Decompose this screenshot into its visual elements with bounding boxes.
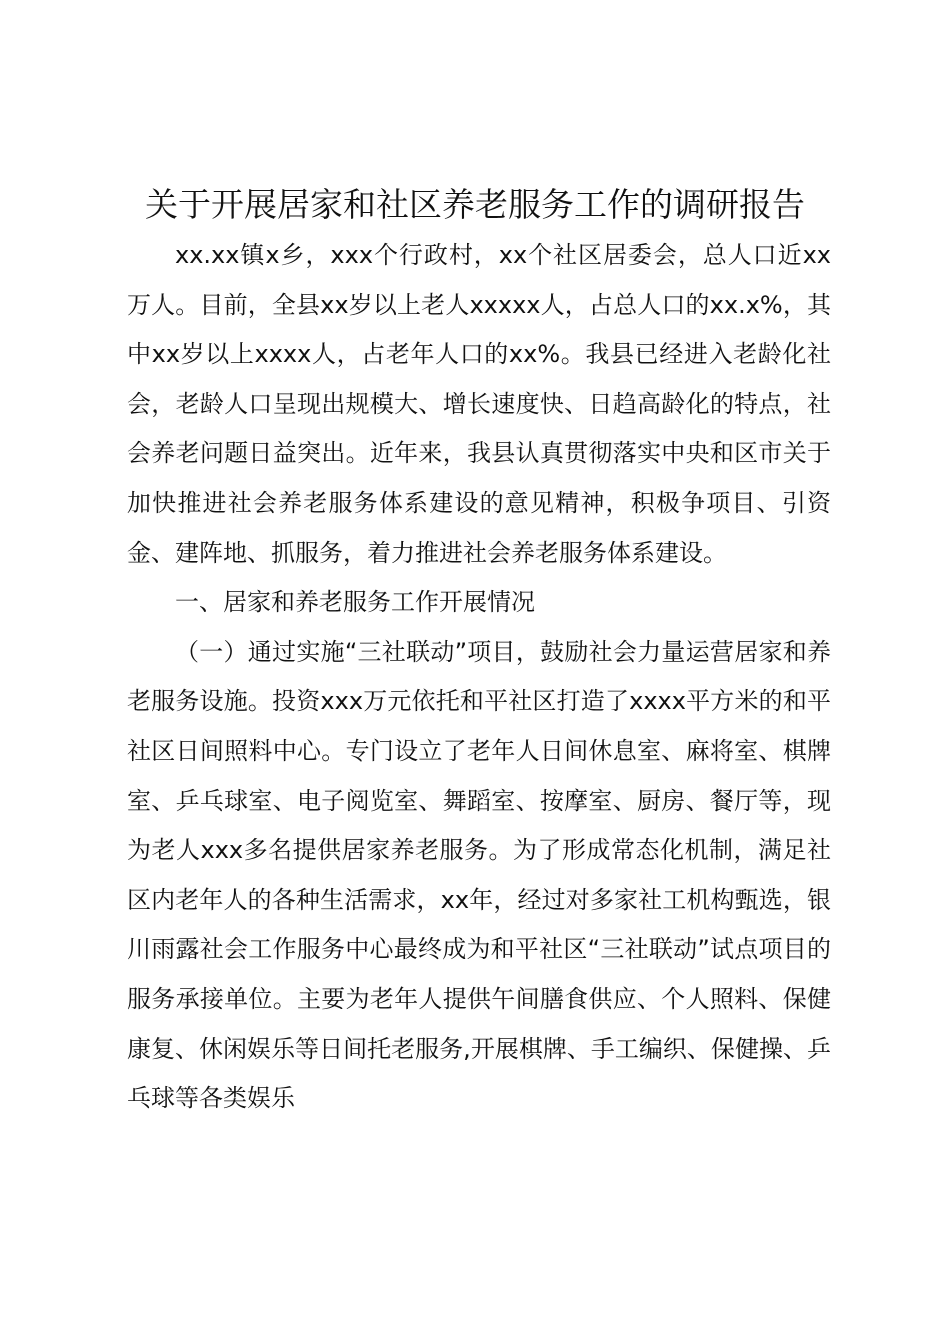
section-heading-1: 一、居家和养老服务工作开展情况: [175, 588, 535, 617]
paragraph-overview: xx.xx镇x乡，xxx个行政村，xx个社区居委会，总人口近xx万人。目前，全县xx岁以上老人xxxxx人，占总人口的xx.x%，其中xx岁以上xxxx人，占老年人口的xx%。我县已经进入老龄化社会，老龄人口呈现出规模大、增长速度快、日趋高龄化的特点，社会养老问题日益突出。近年来，我县认真贯彻落实中央和区市关于加快推进社会养老服务体系建设的意见精神，积极争项目、引资金、建阵地、抓服务，着力推进社会养老服务体系建设。: [127, 241, 831, 567]
document-title: 关于开展居家和社区养老服务工作的调研报告: [145, 185, 805, 224]
paragraph-subsection-1: （一）通过实施“三社联动”项目，鼓励社会力量运营居家和养老服务设施。投资xxx万元依托和平社区打造了xxxx平方米的和平社区日间照料中心。专门设立了老年人日间休息室、麻将室、棋牌室、乒乓球室、电子阅览室、舞蹈室、按摩室、厨房、餐厅等，现为老人xxx多名提供居家养老服务。为了形成常态化机制，满足社区内老年人的各种生活需求，xx年，经过对多家社工机构甄选，银川雨露社会工作服务中心最终成为和平社区“三社联动”试点项目的服务承接单位。主要为老年人提供午间膳食供应、个人照料、保健康复、休闲娱乐等日间托老服务,开展棋牌、手工编织、保健操、乒乓球等各类娱乐: [127, 637, 831, 1113]
document-body: [127, 231, 831, 1124]
